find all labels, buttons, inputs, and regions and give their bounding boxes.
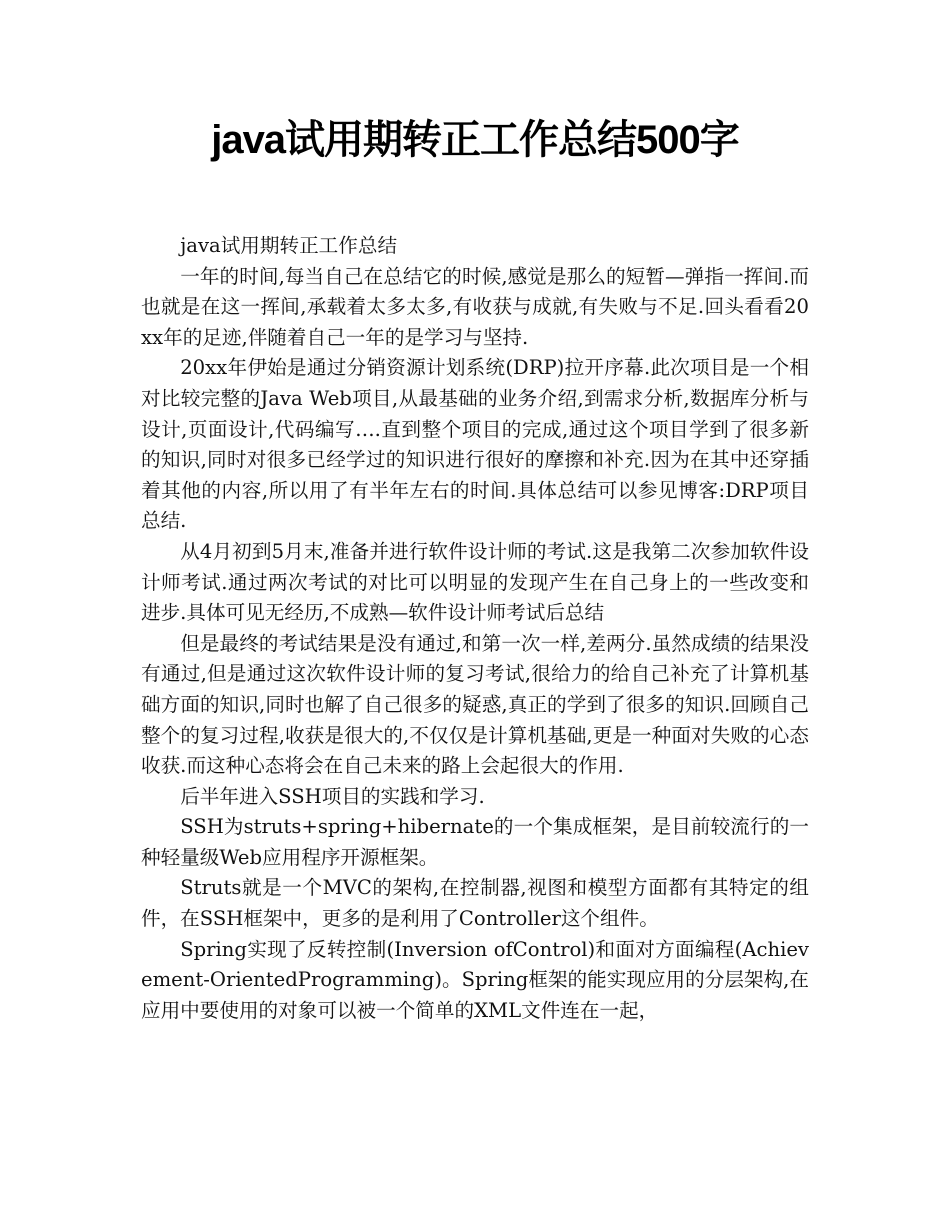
paragraph: 后半年进入SSH项目的实践和学习. [180, 784, 485, 808]
paragraph: SSH为struts+spring+hibernate的一个集成框架，是目前较流行的一种轻量级Web应用程序开源框架。 [141, 815, 809, 869]
paragraph: Spring实现了反转控制(Inversion ofControl)和面对方面编程(Achievement-OrientedProgramming)。Spring框架的能实现应用的分层架构,在应用中要使用的对象可以被一个简单的XML文件连在一起， [141, 937, 809, 1022]
paragraph: 从4月初到5月末,准备并进行软件设计师的考试.这是我第二次参加软件设计师考试.通过两次考试的对比可以明显的发现产生在自己身上的一些改变和进步.具体可见无经历,不成熟—软件设计师考试后总结 [141, 539, 809, 625]
document-body [141, 231, 809, 1026]
paragraph: Struts就是一个MVC的架构,在控制器,视图和模型方面都有其特定的组件，在SSH框架中，更多的是利用了Controller这个组件。 [141, 876, 809, 931]
paragraph: 20xx年伊始是通过分销资源计划系统(DRP)拉开序幕.此次项目是一个相对比较完整的Java Web项目,从最基础的业务介绍,到需求分析,数据库分析与设计,页面设计,代码编写….直到整个项目的完成,通过这个项目学到了很多新的知识,同时对很多已经学过的知识进行很好的摩擦和补充.因为在其中还穿插着其他的内容,所以用了有半年左右的时间.具体总结可以参见博客:DRP项目总结. [141, 356, 809, 533]
document-title: java试用期转正工作总结500字 [211, 118, 739, 162]
paragraph-heading: java试用期转正工作总结 [180, 234, 398, 257]
paragraph: 但是最终的考试结果是没有通过,和第一次一样,差两分.虽然成绩的结果没有通过,但是通过这次软件设计师的复习考试,很给力的给自己补充了计算机基础方面的知识,同时也解了自己很多的疑惑,真正的学到了很多的知识.回顾自己整个的复习过程,收获是很大的,不仅仅是计算机基础,更是一种面对失败的心态收获.而这种心态将会在自己未来的路上会起很大的作用. [141, 631, 809, 778]
paragraph: 一年的时间,每当自己在总结它的时候,感觉是那么的短暂—弹指一挥间.而也就是在这一挥间,承载着太多太多,有收获与成就,有失败与不足.回头看看20xx年的足迹,伴随着自己一年的是学习与坚持. [141, 264, 809, 349]
